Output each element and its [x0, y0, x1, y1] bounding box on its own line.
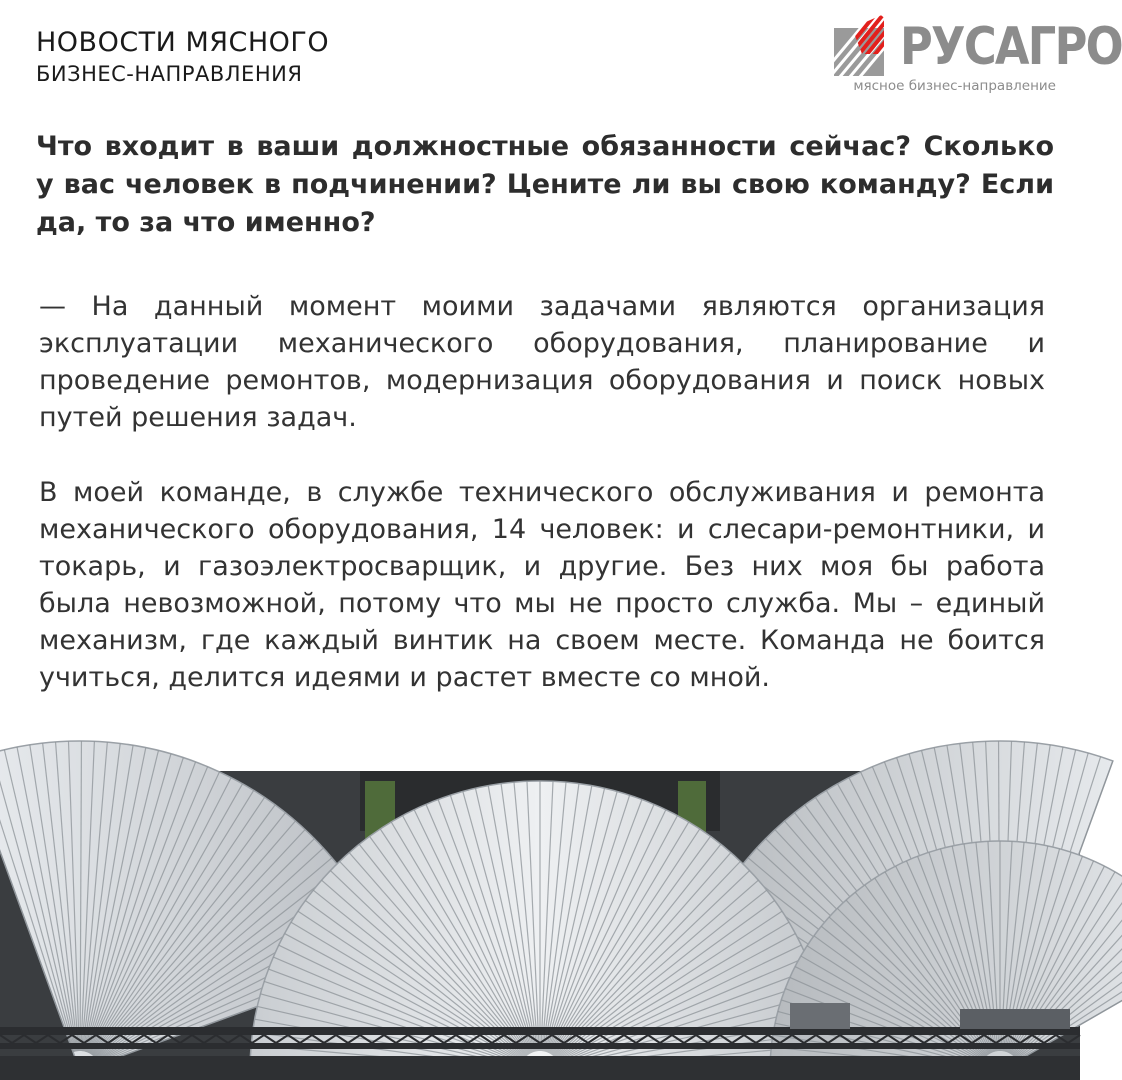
rusagro-logo [834, 12, 1122, 96]
silo-roofs-illustration [0, 771, 1080, 1080]
header-line-2: БИЗНЕС-НАПРАВЛЕНИЯ [36, 62, 303, 86]
answer-paragraph-2: В моей команде, в службе технического обслуживания и ремонта механического оборудования, 14 человек: и слесари-ремонтники, и токарь, и газоэлектросварщик, и другие. Без них моя бы работа была невозможной, потому что мы не просто служба. Мы – единый механизм, где каждый винтик на своем месте. Команда не боится учиться, делится идеями и растет вместе со мной. [39, 477, 1045, 693]
silo-photo [0, 771, 1080, 1080]
logo-wordmark: РУСАГРО [900, 17, 1122, 77]
interview-question: Что входит в ваши должностные обязанности сейчас? Сколько у вас человек в подчинении? Цените ли вы свою команду? Если да, то за что именно? [36, 131, 1054, 238]
logo-mark-icon [834, 14, 890, 78]
answer-paragraph-1: — На данный момент моими задачами являются организация эксплуатации механического оборудования, планирование и проведение ремонтов, модернизация оборудования и поиск новых путей решения задач. [39, 291, 1045, 433]
header-title [36, 26, 329, 88]
header-line-1: НОВОСТИ МЯСНОГО [36, 27, 330, 58]
logo-tagline: мясное бизнес-направление [853, 78, 1056, 94]
